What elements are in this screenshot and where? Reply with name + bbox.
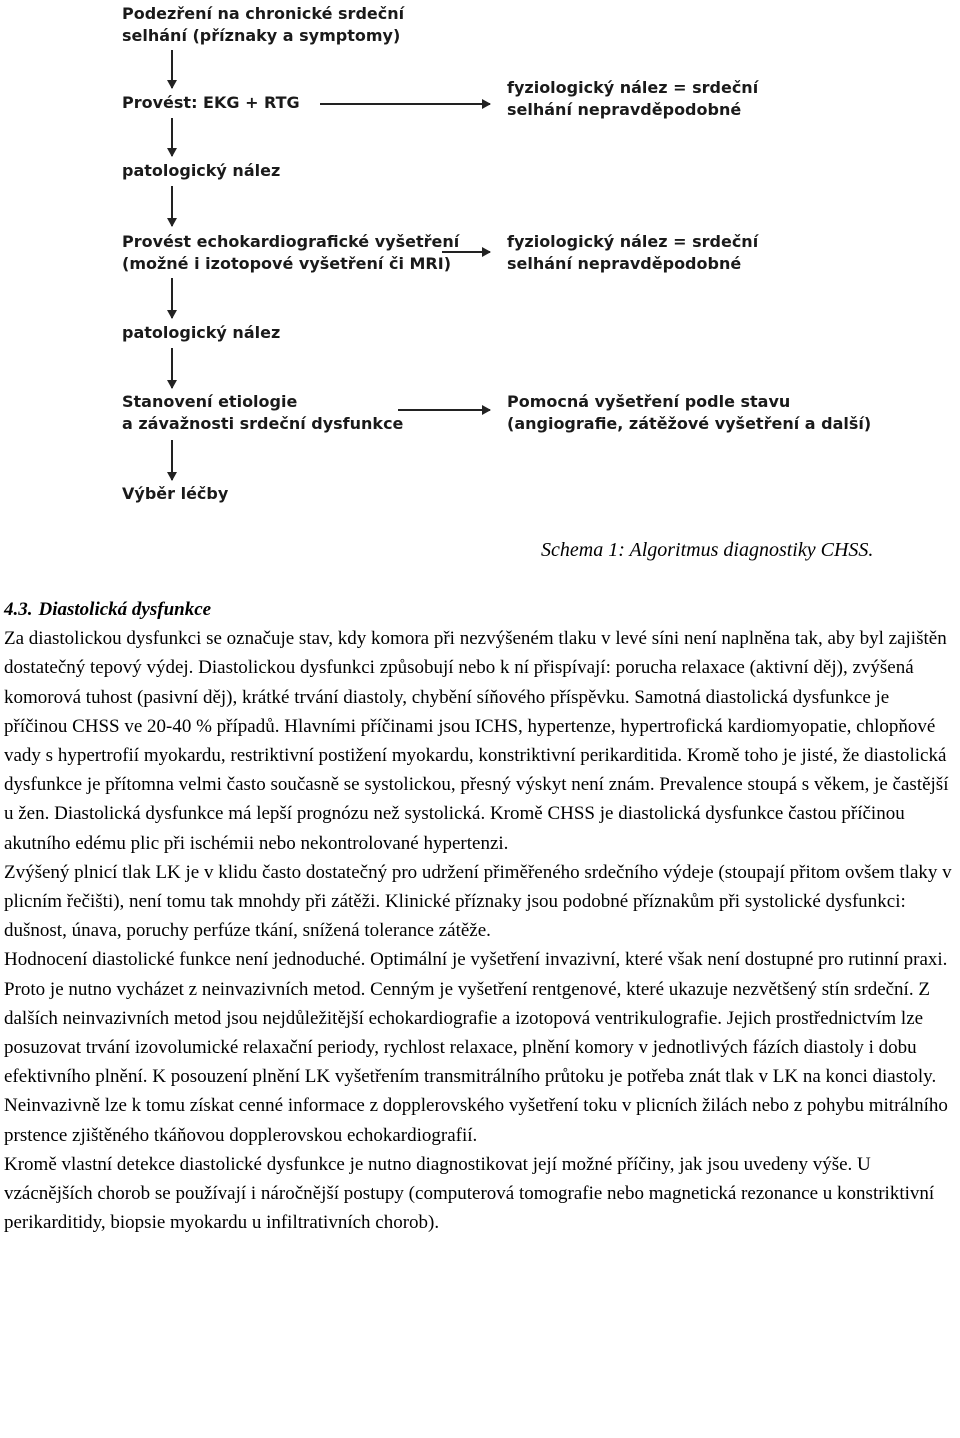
section-title: Diastolická dysfunkce	[38, 599, 212, 620]
node-echo	[122, 231, 459, 275]
paragraph-causes: Kromě vlastní detekce diastolické dysfunkce je nutno diagnostikovat její možné příčiny, jak jsou uvedeny výše. U vzácnějších chorob se používají i náročnější postupy (computerová tomografie nebo magnetická rezonance u konstriktivní perikarditidy, biopsie myokardu u infiltrativních chorob).	[4, 1153, 935, 1234]
node-etiology-line2: a závažnosti srdeční dysfunkce	[122, 414, 404, 433]
figure-caption: Schema 1: Algoritmus diagnostiky CHSS.	[541, 539, 874, 561]
node-ekg-line1: Provést: EKG + RTG	[122, 93, 300, 112]
node-patho1-line1: patologický nález	[122, 161, 281, 180]
node-etiology	[122, 391, 403, 435]
node-etiology-line1: Stanovení etiologie	[122, 392, 298, 411]
node-normal2-line2: selhání nepravděpodobné	[507, 254, 742, 273]
paragraph-filling-pressure: Zvýšený plnicí tlak LK je v klidu často dostatečný pro udržení přiměřeného srdečního výdeje (stoupají přitom ovšem tlaky v plicním řečišti), není tomu tak mnohdy při zátěži. Klinické příznaky jsou podobné příznakům při systolické dysfunkci: dušnost, únava, poruchy perfúze tkání, snížená tolerance zátěže.	[4, 861, 952, 942]
diagnostic-flowchart	[0, 0, 960, 520]
node-suspicion-line1: Podezření na chronické srdeční	[122, 4, 405, 23]
node-suspicion-line2: selhání (příznaky a symptomy)	[122, 26, 401, 45]
node-echo-line2: (možné i izotopové vyšetření či MRI)	[122, 254, 451, 273]
node-auxiliary-exams	[507, 391, 871, 435]
node-aux-line1: Pomocná vyšetření podle stavu	[507, 392, 791, 411]
paragraph-definition: Za diastolickou dysfunkci se označuje stav, kdy komora při nezvýšeném tlaku v levé síni není naplněna tak, aby byl zajištěn dostatečný tepový výdej. Diastolickou dysfunkci způsobují nebo k ní přispívají: porucha relaxace (aktivní děj), zvýšená komorová tuhost (pasivní děj), krátké trvání diastoly, chybění síňového příspěvku. Samotná diastolická dysfunkce je příčinou CHSS ve 20-40 % případů. Hlavními příčinami jsou ICHS, hypertenze, hypertrofická kardiomyopatie, chlopňové vady s hypertrofií myokardu, restriktivní postižení myokardu, konstriktivní perikarditida. Kromě toho je jisté, že diastolická dysfunkce je přítomna velmi často současně se systolickou, přesný výskyt není znám. Prevalence stoupá s věkem, je častější u žen. Diastolická dysfunkce má lepší prognózu než systolická. Kromě CHSS je diastolická dysfunkce častou příčinou akutního edému plic při ischémii nebo nekontrolované hypertenzi.	[4, 628, 949, 854]
node-therapy-selection	[122, 483, 228, 505]
node-normal1-line2: selhání nepravděpodobné	[507, 100, 742, 119]
section-body	[4, 595, 956, 1237]
paragraph-assessment: Hodnocení diastolické funkce není jednoduché. Optimální je vyšetření invazivní, které však není dostupné pro rutinní praxi. Proto je nutno vycházet z neinvazivních metod. Cenným je vyšetření rentgenové, které ukazuje nezvětšený stín srdeční. Z dalších neinvazivních metod jsou nejdůležitější echokardiografie a izotopová ventrikulografie. Jejich prostřednictvím lze posuzovat trvání izovolumické relaxační periody, rychlost relaxace, plnění komory v jednotlivých fázích diastoly i dobu efektivního plnění. K posouzení plnění LK vyšetřením transmitrálního průtoku je potřeba znát tlak v LK na konci diastoly. Neinvazivně lze k tomu získat cenné informace z dopplerovského vyšetření toku v plicních žilách nebo z pohybu mitrálního prstence zjištěného tkáňovou dopplerovskou echokardiografií.	[4, 949, 948, 1146]
node-normal2-line1: fyziologický nález = srdeční	[507, 232, 759, 251]
section-number: 4.3.	[4, 599, 33, 620]
node-normal1-line1: fyziologický nález = srdeční	[507, 78, 759, 97]
section-heading	[4, 595, 956, 624]
node-aux-line2: (angiografie, zátěžové vyšetření a další)	[507, 414, 872, 433]
node-pathological-finding-1	[122, 160, 280, 182]
node-patho2-line1: patologický nález	[122, 323, 281, 342]
node-normal-finding-1	[507, 77, 758, 121]
node-echo-line1: Provést echokardiografické vyšetření	[122, 232, 460, 251]
node-pathological-finding-2	[122, 322, 280, 344]
node-suspicion	[122, 3, 404, 47]
node-ekg-rtg	[122, 92, 300, 114]
node-normal-finding-2	[507, 231, 758, 275]
node-therapy-line1: Výběr léčby	[122, 484, 229, 503]
